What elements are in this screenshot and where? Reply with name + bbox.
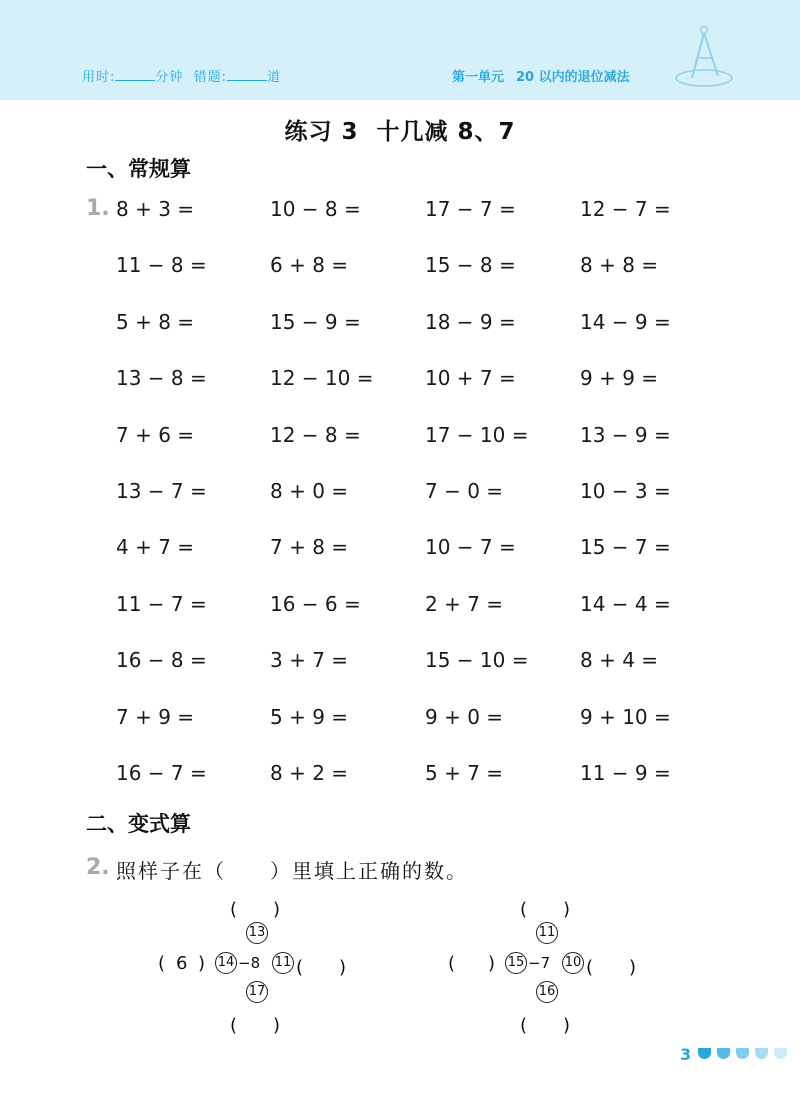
answer-value-left[interactable]: 6	[176, 953, 188, 974]
operator-label: −7	[528, 954, 551, 972]
equation: 10 − 3 =	[580, 479, 671, 503]
equation: 11 − 9 =	[580, 761, 671, 785]
equation: 15 − 10 =	[425, 648, 529, 672]
operator-label: −8	[238, 954, 261, 972]
exercise-topic: 十几减 8、7	[376, 119, 516, 145]
equation: 13 − 9 =	[580, 423, 671, 447]
equation: 7 + 6 =	[116, 423, 195, 447]
equation: 13 − 8 =	[116, 366, 207, 390]
equation: 17 − 10 =	[425, 423, 529, 447]
equation: 5 + 8 =	[116, 310, 195, 334]
equation: 16 − 6 =	[270, 592, 361, 616]
equation: 8 + 8 =	[580, 253, 659, 277]
unit-label: 第一单元	[452, 70, 505, 85]
errors-label: 错题:	[193, 70, 228, 85]
answer-blank-left-open: (	[158, 953, 166, 974]
answer-blank-right[interactable]: ( )	[586, 957, 637, 978]
equation: 15 − 9 =	[270, 310, 361, 334]
time-errors-line	[82, 66, 281, 85]
page-number: 3	[680, 1045, 692, 1064]
equation: 11 − 8 =	[116, 253, 207, 277]
circled-number-right: 10	[562, 952, 584, 974]
answer-blank-bottom[interactable]: ( )	[520, 1015, 571, 1036]
circled-number-top: 13	[246, 922, 268, 944]
errors-blank[interactable]	[227, 68, 267, 81]
time-label: 用时:	[82, 70, 116, 85]
equation: 10 − 8 =	[270, 197, 361, 221]
equation: 8 + 3 =	[116, 197, 195, 221]
page-dot	[698, 1048, 711, 1059]
time-blank[interactable]	[115, 68, 155, 81]
circled-number-bottom: 16	[536, 981, 558, 1003]
question-1-number: 1.	[86, 196, 110, 221]
equation: 14 − 4 =	[580, 592, 671, 616]
equation: 16 − 7 =	[116, 761, 207, 785]
equation: 18 − 9 =	[425, 310, 516, 334]
answer-blank-left-open: (	[448, 953, 456, 974]
exercise-number: 练习 3	[284, 119, 359, 145]
answer-blank-left-close: )	[198, 953, 206, 974]
page-title	[0, 113, 800, 146]
section-2-heading: 二、变式算	[86, 812, 191, 836]
equation: 6 + 8 =	[270, 253, 349, 277]
circled-number-top: 11	[536, 922, 558, 944]
equation: 10 − 7 =	[425, 535, 516, 559]
equation: 2 + 7 =	[425, 592, 504, 616]
compass-icon	[668, 20, 738, 90]
equation: 9 + 10 =	[580, 705, 671, 729]
equation: 12 − 7 =	[580, 197, 671, 221]
equation: 7 + 9 =	[116, 705, 195, 729]
equation: 11 − 7 =	[116, 592, 207, 616]
section-1-heading: 一、常规算	[86, 157, 191, 181]
equation: 7 + 8 =	[270, 535, 349, 559]
unit-heading	[452, 66, 630, 85]
answer-blank-bottom[interactable]: ( )	[230, 1015, 281, 1036]
equation: 12 − 10 =	[270, 366, 374, 390]
equation: 17 − 7 =	[425, 197, 516, 221]
equation: 8 + 4 =	[580, 648, 659, 672]
equation: 8 + 0 =	[270, 479, 349, 503]
equation: 14 − 9 =	[580, 310, 671, 334]
page-dot	[717, 1048, 730, 1059]
equation: 10 + 7 =	[425, 366, 516, 390]
circled-number-right: 11	[272, 952, 294, 974]
equation: 12 − 8 =	[270, 423, 361, 447]
errors-unit: 道	[267, 70, 282, 85]
time-unit: 分钟	[155, 70, 184, 85]
equation: 13 − 7 =	[116, 479, 207, 503]
answer-blank-top[interactable]: ( )	[230, 899, 281, 920]
equation: 16 − 8 =	[116, 648, 207, 672]
equation: 9 + 9 =	[580, 366, 659, 390]
question-2-number: 2.	[86, 855, 110, 880]
circled-number-left: 15	[505, 952, 527, 974]
equation: 15 − 8 =	[425, 253, 516, 277]
equation: 3 + 7 =	[270, 648, 349, 672]
circled-number-left: 14	[215, 952, 237, 974]
equation: 9 + 0 =	[425, 705, 504, 729]
page-dot	[755, 1048, 768, 1059]
equation: 7 − 0 =	[425, 479, 504, 503]
question-2-instruction: 照样子在（ ）里填上正确的数。	[116, 859, 468, 883]
answer-blank-top[interactable]: ( )	[520, 899, 571, 920]
equation: 4 + 7 =	[116, 535, 195, 559]
unit-title: 20 以内的退位减法	[516, 70, 630, 85]
answer-blank-left-close: )	[488, 953, 496, 974]
page-dot	[774, 1048, 787, 1059]
equation: 15 − 7 =	[580, 535, 671, 559]
circled-number-bottom: 17	[246, 981, 268, 1003]
equation: 5 + 7 =	[425, 761, 504, 785]
page-dot	[736, 1048, 749, 1059]
equation: 5 + 9 =	[270, 705, 349, 729]
answer-blank-right[interactable]: ( )	[296, 957, 347, 978]
equation: 8 + 2 =	[270, 761, 349, 785]
